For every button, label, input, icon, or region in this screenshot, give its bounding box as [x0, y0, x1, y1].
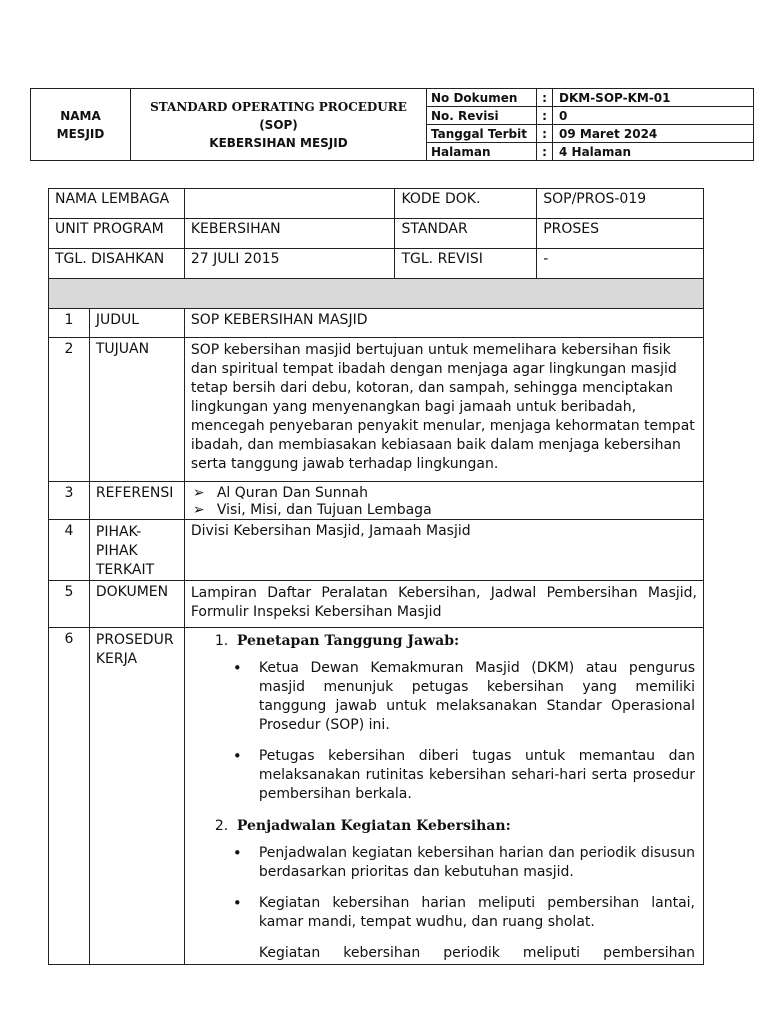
row-number: 6 — [49, 628, 90, 965]
arrow-right-icon: ➢ — [192, 485, 205, 501]
meta-row-no-dokumen — [427, 89, 753, 107]
row-referensi — [49, 482, 704, 520]
meta-row-halaman — [427, 143, 753, 160]
tgl-disahkan-value: 27 JULI 2015 — [184, 249, 395, 279]
reference-item — [191, 502, 697, 519]
procedure-list — [191, 659, 695, 804]
row-label — [89, 520, 184, 581]
unit-program-label: UNIT PROGRAM — [49, 219, 185, 249]
meta-key: No. Revisi — [427, 107, 537, 124]
sop-table — [48, 188, 704, 965]
tgl-revisi-label: TGL. REVISI — [395, 249, 537, 279]
procedure-section-heading — [191, 631, 695, 651]
title-line2: (SOP) — [259, 117, 298, 132]
kode-dok-value: SOP/PROS-019 — [537, 189, 704, 219]
nama-lembaga-label: NAMA LEMBAGA — [49, 189, 185, 219]
title-line3: KEBERSIHAN MESJID — [209, 135, 348, 150]
bullet-icon procedure-item: • Petugas kebersihan diberi tugas untuk memantau dan melaksanakan rutinitas kebersihan sehari-hari serta prosedur pembersihan berkala. — [259, 747, 695, 804]
row-label-line1: PROSEDUR — [95, 632, 174, 648]
row-label — [89, 628, 184, 965]
procedure-content — [184, 628, 703, 965]
tgl-disahkan-label: TGL. DISAHKAN — [49, 249, 185, 279]
unit-program-value: KEBERSIHAN — [184, 219, 395, 249]
row-label: JUDUL — [89, 309, 184, 338]
row-pihak-terkait — [49, 520, 704, 581]
document-title-cell — [131, 89, 427, 160]
row-label-line2: KERJA — [95, 651, 138, 667]
row-number: 1 — [49, 309, 90, 338]
meta-colon: : — [537, 107, 553, 124]
kode-dok-label: KODE DOK. — [395, 189, 537, 219]
row-dokumen — [49, 581, 704, 628]
meta-value: 0 — [559, 108, 568, 123]
org-name-line2: MESJID — [56, 126, 105, 141]
meta-key: No Dokumen — [427, 89, 537, 106]
row-number: 5 — [49, 581, 90, 628]
arrow-right-icon: ➢ — [192, 502, 205, 518]
bullet-icon procedure-item: • Kegiatan kebersihan harian meliputi pembersihan lantai, kamar mandi, tempat wudhu, dan ruang sholat. — [259, 894, 695, 932]
meta-colon: : — [537, 125, 553, 142]
row-number: 2 — [49, 338, 90, 482]
row-prosedur-kerja — [49, 628, 704, 965]
reference-text: Visi, Misi, dan Tujuan Lembaga — [216, 502, 432, 518]
row-label-line1: PIHAK-PIHAK — [95, 524, 142, 559]
row-value: SOP kebersihan masjid bertujuan untuk memelihara kebersihan fisik dan spiritual tempat ibadah dengan menjaga agar lingkungan masjid tetap bersih dari debu, kotoran, dan sampah, sehingga menciptakan lingkungan yang menyenangkan bagi jamaah untuk beribadah, mencegah penyebaran penyakit menular, menjaga kehormatan tempat ibadah, dan membiasakan kebiasaan baik dalam menjaga kebersihan serta tanggung jawab terhadap lingkungan. — [184, 338, 703, 482]
info-row-tanggal — [49, 249, 704, 279]
meta-row-no-revisi — [427, 107, 753, 125]
row-label-line2: TERKAIT — [95, 562, 155, 578]
meta-colon: : — [537, 89, 553, 106]
section-number: 2. — [214, 818, 229, 834]
standar-value: PROSES — [537, 219, 704, 249]
row-label: DOKUMEN — [89, 581, 184, 628]
nama-lembaga-value — [184, 189, 395, 219]
tgl-revisi-value: - — [537, 249, 704, 279]
row-value: SOP KEBERSIHAN MASJID — [184, 309, 703, 338]
info-row-unit — [49, 219, 704, 249]
meta-key: Halaman — [427, 143, 537, 160]
standar-label: STANDAR — [395, 219, 537, 249]
row-tujuan — [49, 338, 704, 482]
bullet-icon procedure-item: • Ketua Dewan Kemakmuran Masjid (DKM) atau pengurus masjid menunjuk petugas kebersihan yang memiliki tanggung jawab untuk melaksanakan Standar Operasional Prosedur (SOP) ini. — [259, 659, 695, 735]
row-number: 4 — [49, 520, 90, 581]
reference-item — [191, 485, 697, 502]
org-name-cell — [31, 89, 131, 160]
section-title: Penjadwalan Kegiatan Kebersihan: — [236, 818, 511, 834]
row-judul — [49, 309, 704, 338]
separator-row — [49, 279, 704, 309]
org-name-line1: NAMA — [60, 108, 101, 123]
row-value: Lampiran Daftar Peralatan Kebersihan, Jadwal Pembersihan Masjid, Formulir Inspeksi Kebersihan Masjid — [184, 581, 703, 628]
info-row-lembaga — [49, 189, 704, 219]
section-number: 1. — [214, 633, 229, 649]
meta-colon: : — [537, 143, 553, 160]
bullet-icon procedure-item: • Kegiatan kebersihan periodik meliputi pembersihan — [259, 944, 695, 964]
section-title: Penetapan Tanggung Jawab: — [236, 633, 460, 649]
meta-value: DKM-SOP-KM-01 — [559, 90, 671, 105]
document-header — [30, 88, 754, 161]
title-line1: STANDARD OPERATING PROCEDURE — [150, 99, 407, 114]
meta-key: Tanggal Terbit — [427, 125, 537, 142]
row-number: 3 — [49, 482, 90, 520]
procedure-list — [191, 844, 695, 964]
reference-text: Al Quran Dan Sunnah — [216, 485, 368, 501]
document-meta — [427, 89, 753, 160]
row-label: TUJUAN — [89, 338, 184, 482]
separator-cell — [49, 279, 704, 309]
bullet-icon procedure-item: • Penjadwalan kegiatan kebersihan harian dan periodik disusun berdasarkan prioritas dan kebutuhan masjid. — [259, 844, 695, 882]
meta-value: 09 Maret 2024 — [559, 126, 658, 141]
meta-row-tanggal-terbit — [427, 125, 753, 143]
row-label: REFERENSI — [89, 482, 184, 520]
row-value: Divisi Kebersihan Masjid, Jamaah Masjid — [184, 520, 703, 581]
meta-value: 4 Halaman — [559, 144, 632, 159]
reference-list — [184, 482, 703, 520]
procedure-section-heading — [191, 816, 695, 836]
